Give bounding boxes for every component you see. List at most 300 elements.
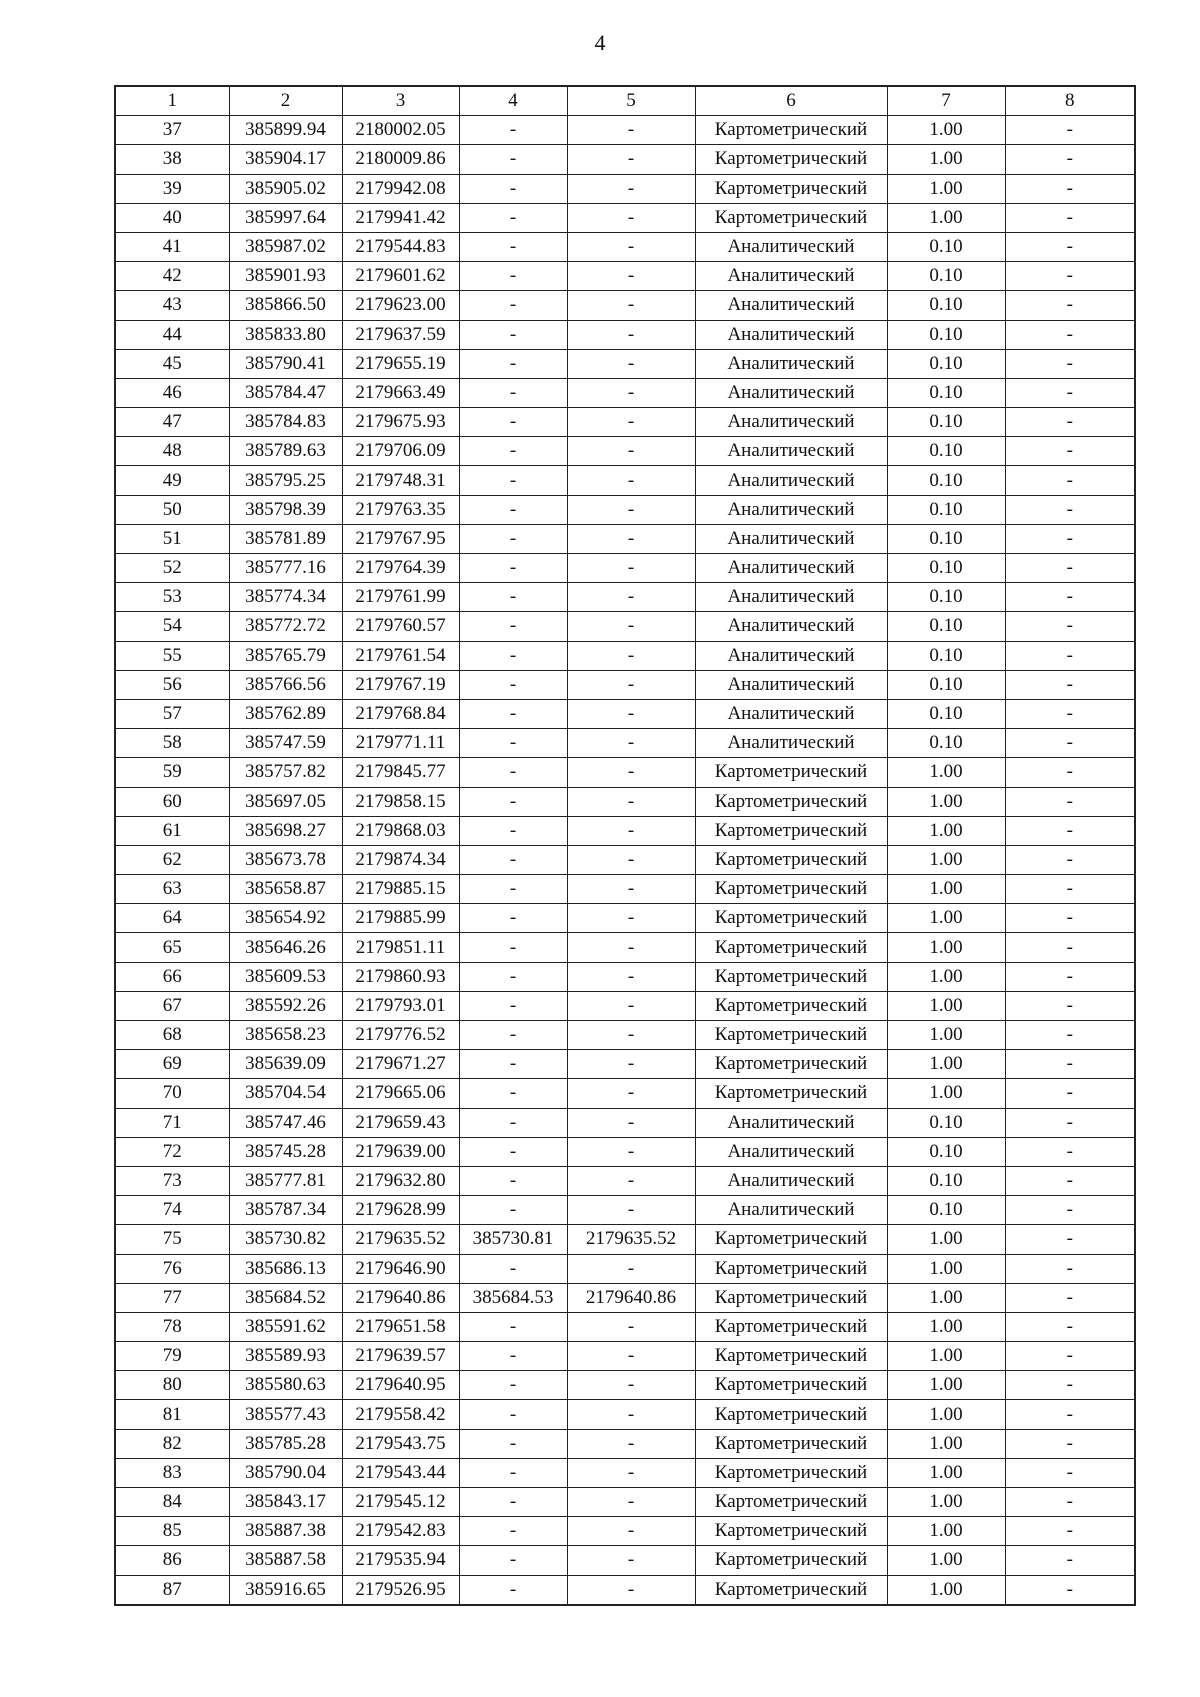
y-coordinate-cell: 2179623.00 [342, 291, 459, 320]
method-cell: Аналитический [695, 524, 887, 553]
description-cell: - [1005, 758, 1135, 787]
accuracy-cell: 1.00 [887, 174, 1005, 203]
accuracy-cell: 0.10 [887, 1108, 1005, 1137]
x-coordinate-alt-cell: - [459, 1429, 567, 1458]
method-cell: Картометрический [695, 174, 887, 203]
x-coordinate-alt-cell: - [459, 612, 567, 641]
description-cell: - [1005, 583, 1135, 612]
point-number-cell: 63 [115, 875, 229, 904]
x-coordinate-cell: 385833.80 [229, 320, 342, 349]
description-cell: - [1005, 145, 1135, 174]
accuracy-cell: 1.00 [887, 933, 1005, 962]
x-coordinate-cell: 385777.81 [229, 1166, 342, 1195]
point-number-cell: 43 [115, 291, 229, 320]
description-cell: - [1005, 1050, 1135, 1079]
description-cell: - [1005, 933, 1135, 962]
y-coordinate-alt-cell: - [567, 232, 695, 261]
y-coordinate-alt-cell: - [567, 1108, 695, 1137]
x-coordinate-alt-cell: - [459, 1021, 567, 1050]
description-cell: - [1005, 291, 1135, 320]
accuracy-cell: 1.00 [887, 816, 1005, 845]
y-coordinate-alt-cell: - [567, 1254, 695, 1283]
x-coordinate-alt-cell: - [459, 554, 567, 583]
column-header-6: 6 [695, 86, 887, 116]
point-number-cell: 42 [115, 262, 229, 291]
description-cell: - [1005, 1079, 1135, 1108]
x-coordinate-alt-cell: - [459, 787, 567, 816]
table-row [115, 962, 1135, 991]
coordinates-table [114, 85, 1136, 1606]
x-coordinate-alt-cell: - [459, 145, 567, 174]
accuracy-cell: 1.00 [887, 904, 1005, 933]
method-cell: Картометрический [695, 787, 887, 816]
y-coordinate-cell: 2179776.52 [342, 1021, 459, 1050]
y-coordinate-cell: 2179665.06 [342, 1079, 459, 1108]
y-coordinate-alt-cell: - [567, 875, 695, 904]
page-number: 4 [594, 30, 606, 55]
description-cell: - [1005, 495, 1135, 524]
x-coordinate-cell: 385730.82 [229, 1225, 342, 1254]
x-coordinate-cell: 385905.02 [229, 174, 342, 203]
description-cell: - [1005, 816, 1135, 845]
y-coordinate-alt-cell: - [567, 437, 695, 466]
table-row [115, 1517, 1135, 1546]
y-coordinate-cell: 2179640.86 [342, 1283, 459, 1312]
description-cell: - [1005, 1137, 1135, 1166]
table-row [115, 524, 1135, 553]
accuracy-cell: 1.00 [887, 758, 1005, 787]
x-coordinate-cell: 385747.59 [229, 729, 342, 758]
y-coordinate-cell: 2179941.42 [342, 203, 459, 232]
y-coordinate-cell: 2179543.44 [342, 1458, 459, 1487]
point-number-cell: 84 [115, 1488, 229, 1517]
x-coordinate-alt-cell: - [459, 991, 567, 1020]
y-coordinate-cell: 2179858.15 [342, 787, 459, 816]
method-cell: Картометрический [695, 1312, 887, 1341]
x-coordinate-cell: 385589.93 [229, 1342, 342, 1371]
y-coordinate-cell: 2179793.01 [342, 991, 459, 1020]
accuracy-cell: 1.00 [887, 1312, 1005, 1341]
column-header-5: 5 [567, 86, 695, 116]
y-coordinate-alt-cell: - [567, 554, 695, 583]
x-coordinate-cell: 385781.89 [229, 524, 342, 553]
x-coordinate-cell: 385658.87 [229, 875, 342, 904]
x-coordinate-cell: 385684.52 [229, 1283, 342, 1312]
x-coordinate-cell: 385790.04 [229, 1458, 342, 1487]
table-row [115, 1050, 1135, 1079]
y-coordinate-cell: 2179646.90 [342, 1254, 459, 1283]
x-coordinate-alt-cell: - [459, 1575, 567, 1605]
table-row [115, 816, 1135, 845]
accuracy-cell: 0.10 [887, 262, 1005, 291]
table-header [115, 86, 1135, 116]
x-coordinate-alt-cell: - [459, 349, 567, 378]
description-cell: - [1005, 962, 1135, 991]
description-cell: - [1005, 1429, 1135, 1458]
point-number-cell: 67 [115, 991, 229, 1020]
x-coordinate-alt-cell: - [459, 320, 567, 349]
x-coordinate-alt-cell: - [459, 1079, 567, 1108]
y-coordinate-alt-cell: - [567, 787, 695, 816]
accuracy-cell: 0.10 [887, 320, 1005, 349]
accuracy-cell: 1.00 [887, 1371, 1005, 1400]
point-number-cell: 66 [115, 962, 229, 991]
table-row [115, 612, 1135, 641]
method-cell: Картометрический [695, 1488, 887, 1517]
x-coordinate-cell: 385646.26 [229, 933, 342, 962]
x-coordinate-cell: 385795.25 [229, 466, 342, 495]
description-cell: - [1005, 612, 1135, 641]
table-row [115, 1488, 1135, 1517]
accuracy-cell: 1.00 [887, 1254, 1005, 1283]
table-row [115, 408, 1135, 437]
y-coordinate-cell: 2179763.35 [342, 495, 459, 524]
x-coordinate-alt-cell: - [459, 816, 567, 845]
column-header-2: 2 [229, 86, 342, 116]
x-coordinate-cell: 385866.50 [229, 291, 342, 320]
y-coordinate-cell: 2179942.08 [342, 174, 459, 203]
y-coordinate-alt-cell: - [567, 1517, 695, 1546]
y-coordinate-cell: 2179535.94 [342, 1546, 459, 1575]
method-cell: Картометрический [695, 1050, 887, 1079]
x-coordinate-alt-cell: - [459, 670, 567, 699]
method-cell: Картометрический [695, 991, 887, 1020]
description-cell: - [1005, 1312, 1135, 1341]
x-coordinate-cell: 385798.39 [229, 495, 342, 524]
table-row [115, 1312, 1135, 1341]
y-coordinate-cell: 2179851.11 [342, 933, 459, 962]
y-coordinate-cell: 2179764.39 [342, 554, 459, 583]
x-coordinate-alt-cell: - [459, 699, 567, 728]
method-cell: Аналитический [695, 612, 887, 641]
y-coordinate-alt-cell: - [567, 670, 695, 699]
description-cell: - [1005, 1575, 1135, 1605]
point-number-cell: 72 [115, 1137, 229, 1166]
y-coordinate-cell: 2179860.93 [342, 962, 459, 991]
method-cell: Картометрический [695, 116, 887, 145]
table-row [115, 1429, 1135, 1458]
y-coordinate-cell: 2179543.75 [342, 1429, 459, 1458]
table-row [115, 1400, 1135, 1429]
x-coordinate-alt-cell: - [459, 262, 567, 291]
point-number-cell: 65 [115, 933, 229, 962]
table-row [115, 904, 1135, 933]
y-coordinate-alt-cell: - [567, 991, 695, 1020]
table-row [115, 1079, 1135, 1108]
x-coordinate-alt-cell: - [459, 758, 567, 787]
y-coordinate-cell: 2179632.80 [342, 1166, 459, 1195]
point-number-cell: 75 [115, 1225, 229, 1254]
accuracy-cell: 0.10 [887, 612, 1005, 641]
x-coordinate-alt-cell: - [459, 1312, 567, 1341]
y-coordinate-cell: 2179845.77 [342, 758, 459, 787]
method-cell: Картометрический [695, 1517, 887, 1546]
description-cell: - [1005, 1021, 1135, 1050]
method-cell: Картометрический [695, 1371, 887, 1400]
method-cell: Аналитический [695, 495, 887, 524]
x-coordinate-alt-cell: - [459, 1342, 567, 1371]
description-cell: - [1005, 641, 1135, 670]
y-coordinate-cell: 2179635.52 [342, 1225, 459, 1254]
x-coordinate-cell: 385772.72 [229, 612, 342, 641]
table-row [115, 845, 1135, 874]
x-coordinate-alt-cell: - [459, 1517, 567, 1546]
table-row [115, 174, 1135, 203]
accuracy-cell: 0.10 [887, 554, 1005, 583]
y-coordinate-alt-cell: - [567, 1575, 695, 1605]
method-cell: Картометрический [695, 1021, 887, 1050]
table-row [115, 699, 1135, 728]
point-number-cell: 47 [115, 408, 229, 437]
method-cell: Аналитический [695, 291, 887, 320]
x-coordinate-cell: 385577.43 [229, 1400, 342, 1429]
description-cell: - [1005, 437, 1135, 466]
y-coordinate-cell: 2179545.12 [342, 1488, 459, 1517]
x-coordinate-cell: 385899.94 [229, 116, 342, 145]
accuracy-cell: 0.10 [887, 729, 1005, 758]
x-coordinate-alt-cell: - [459, 495, 567, 524]
x-coordinate-alt-cell: - [459, 524, 567, 553]
point-number-cell: 55 [115, 641, 229, 670]
x-coordinate-cell: 385784.83 [229, 408, 342, 437]
method-cell: Картометрический [695, 1283, 887, 1312]
method-cell: Картометрический [695, 933, 887, 962]
description-cell: - [1005, 1517, 1135, 1546]
point-number-cell: 44 [115, 320, 229, 349]
accuracy-cell: 1.00 [887, 1458, 1005, 1487]
x-coordinate-alt-cell: - [459, 641, 567, 670]
point-number-cell: 78 [115, 1312, 229, 1341]
method-cell: Аналитический [695, 1108, 887, 1137]
y-coordinate-cell: 2179601.62 [342, 262, 459, 291]
table-row [115, 1575, 1135, 1605]
y-coordinate-cell: 2179760.57 [342, 612, 459, 641]
y-coordinate-cell: 2179675.93 [342, 408, 459, 437]
y-coordinate-alt-cell: - [567, 641, 695, 670]
y-coordinate-alt-cell: - [567, 933, 695, 962]
x-coordinate-cell: 385698.27 [229, 816, 342, 845]
x-coordinate-cell: 385777.16 [229, 554, 342, 583]
point-number-cell: 85 [115, 1517, 229, 1546]
description-cell: - [1005, 466, 1135, 495]
point-number-cell: 60 [115, 787, 229, 816]
x-coordinate-alt-cell: - [459, 1546, 567, 1575]
x-coordinate-cell: 385784.47 [229, 378, 342, 407]
x-coordinate-alt-cell: - [459, 291, 567, 320]
method-cell: Аналитический [695, 466, 887, 495]
y-coordinate-alt-cell: - [567, 1429, 695, 1458]
description-cell: - [1005, 1166, 1135, 1195]
method-cell: Аналитический [695, 699, 887, 728]
point-number-cell: 83 [115, 1458, 229, 1487]
x-coordinate-alt-cell: - [459, 1488, 567, 1517]
point-number-cell: 77 [115, 1283, 229, 1312]
description-cell: - [1005, 699, 1135, 728]
x-coordinate-alt-cell: - [459, 437, 567, 466]
point-number-cell: 41 [115, 232, 229, 261]
table-row [115, 1371, 1135, 1400]
point-number-cell: 86 [115, 1546, 229, 1575]
accuracy-cell: 1.00 [887, 1021, 1005, 1050]
point-number-cell: 48 [115, 437, 229, 466]
table-row [115, 1108, 1135, 1137]
y-coordinate-alt-cell: - [567, 320, 695, 349]
description-cell: - [1005, 670, 1135, 699]
x-coordinate-cell: 385658.23 [229, 1021, 342, 1050]
accuracy-cell: 1.00 [887, 1517, 1005, 1546]
table-row [115, 349, 1135, 378]
x-coordinate-alt-cell: - [459, 116, 567, 145]
y-coordinate-alt-cell: - [567, 1312, 695, 1341]
y-coordinate-alt-cell: - [567, 408, 695, 437]
description-cell: - [1005, 875, 1135, 904]
table-row [115, 320, 1135, 349]
y-coordinate-alt-cell: - [567, 1137, 695, 1166]
accuracy-cell: 1.00 [887, 1283, 1005, 1312]
y-coordinate-alt-cell: - [567, 1458, 695, 1487]
accuracy-cell: 0.10 [887, 378, 1005, 407]
description-cell: - [1005, 904, 1135, 933]
x-coordinate-alt-cell: - [459, 1050, 567, 1079]
x-coordinate-alt-cell: - [459, 729, 567, 758]
y-coordinate-cell: 2179671.27 [342, 1050, 459, 1079]
point-number-cell: 37 [115, 116, 229, 145]
y-coordinate-alt-cell: - [567, 699, 695, 728]
y-coordinate-cell: 2179640.95 [342, 1371, 459, 1400]
accuracy-cell: 1.00 [887, 1342, 1005, 1371]
method-cell: Картометрический [695, 1458, 887, 1487]
x-coordinate-cell: 385901.93 [229, 262, 342, 291]
x-coordinate-cell: 385887.58 [229, 1546, 342, 1575]
y-coordinate-alt-cell: - [567, 495, 695, 524]
y-coordinate-cell: 2179767.95 [342, 524, 459, 553]
x-coordinate-cell: 385697.05 [229, 787, 342, 816]
x-coordinate-alt-cell: - [459, 378, 567, 407]
table-row [115, 787, 1135, 816]
method-cell: Картометрический [695, 816, 887, 845]
accuracy-cell: 1.00 [887, 203, 1005, 232]
y-coordinate-alt-cell: - [567, 1021, 695, 1050]
table-row [115, 875, 1135, 904]
y-coordinate-alt-cell: - [567, 291, 695, 320]
table-row [115, 583, 1135, 612]
x-coordinate-cell: 385904.17 [229, 145, 342, 174]
x-coordinate-alt-cell: - [459, 875, 567, 904]
y-coordinate-alt-cell: - [567, 816, 695, 845]
x-coordinate-cell: 385757.82 [229, 758, 342, 787]
description-cell: - [1005, 1108, 1135, 1137]
y-coordinate-cell: 2179628.99 [342, 1196, 459, 1225]
point-number-cell: 71 [115, 1108, 229, 1137]
table-row [115, 641, 1135, 670]
description-cell: - [1005, 1254, 1135, 1283]
method-cell: Аналитический [695, 554, 887, 583]
table-row [115, 1225, 1135, 1254]
x-coordinate-cell: 385591.62 [229, 1312, 342, 1341]
point-number-cell: 74 [115, 1196, 229, 1225]
method-cell: Аналитический [695, 320, 887, 349]
method-cell: Картометрический [695, 1254, 887, 1283]
y-coordinate-cell: 2179767.19 [342, 670, 459, 699]
description-cell: - [1005, 729, 1135, 758]
method-cell: Картометрический [695, 1429, 887, 1458]
table-body [115, 116, 1135, 1605]
description-cell: - [1005, 1283, 1135, 1312]
point-number-cell: 51 [115, 524, 229, 553]
y-coordinate-alt-cell: - [567, 1196, 695, 1225]
y-coordinate-alt-cell: - [567, 1166, 695, 1195]
y-coordinate-alt-cell: - [567, 262, 695, 291]
point-number-cell: 70 [115, 1079, 229, 1108]
accuracy-cell: 0.10 [887, 670, 1005, 699]
description-cell: - [1005, 232, 1135, 261]
x-coordinate-alt-cell: - [459, 1108, 567, 1137]
point-number-cell: 64 [115, 904, 229, 933]
description-cell: - [1005, 1225, 1135, 1254]
x-coordinate-alt-cell: - [459, 933, 567, 962]
description-cell: - [1005, 1371, 1135, 1400]
description-cell: - [1005, 1342, 1135, 1371]
point-number-cell: 56 [115, 670, 229, 699]
x-coordinate-cell: 385704.54 [229, 1079, 342, 1108]
point-number-cell: 50 [115, 495, 229, 524]
x-coordinate-cell: 385686.13 [229, 1254, 342, 1283]
description-cell: - [1005, 991, 1135, 1020]
point-number-cell: 45 [115, 349, 229, 378]
y-coordinate-alt-cell: - [567, 203, 695, 232]
table-row [115, 1166, 1135, 1195]
header-row [115, 86, 1135, 116]
accuracy-cell: 0.10 [887, 641, 1005, 670]
table-row [115, 495, 1135, 524]
y-coordinate-cell: 2179868.03 [342, 816, 459, 845]
x-coordinate-alt-cell: - [459, 174, 567, 203]
method-cell: Картометрический [695, 203, 887, 232]
column-header-7: 7 [887, 86, 1005, 116]
x-coordinate-alt-cell: - [459, 1458, 567, 1487]
y-coordinate-alt-cell: - [567, 378, 695, 407]
x-coordinate-cell: 385745.28 [229, 1137, 342, 1166]
method-cell: Картометрический [695, 145, 887, 174]
table-row [115, 203, 1135, 232]
accuracy-cell: 0.10 [887, 466, 1005, 495]
point-number-cell: 39 [115, 174, 229, 203]
y-coordinate-cell: 2179771.11 [342, 729, 459, 758]
accuracy-cell: 1.00 [887, 1429, 1005, 1458]
x-coordinate-cell: 385787.34 [229, 1196, 342, 1225]
x-coordinate-alt-cell: 385730.81 [459, 1225, 567, 1254]
description-cell: - [1005, 1546, 1135, 1575]
description-cell: - [1005, 408, 1135, 437]
accuracy-cell: 1.00 [887, 962, 1005, 991]
table-row [115, 262, 1135, 291]
x-coordinate-cell: 385580.63 [229, 1371, 342, 1400]
accuracy-cell: 1.00 [887, 1079, 1005, 1108]
y-coordinate-alt-cell: - [567, 729, 695, 758]
y-coordinate-cell: 2180002.05 [342, 116, 459, 145]
description-cell: - [1005, 524, 1135, 553]
y-coordinate-alt-cell: - [567, 524, 695, 553]
accuracy-cell: 1.00 [887, 116, 1005, 145]
y-coordinate-alt-cell: - [567, 1400, 695, 1429]
point-number-cell: 69 [115, 1050, 229, 1079]
y-coordinate-alt-cell: - [567, 116, 695, 145]
accuracy-cell: 0.10 [887, 437, 1005, 466]
description-cell: - [1005, 1488, 1135, 1517]
point-number-cell: 53 [115, 583, 229, 612]
table-row [115, 1196, 1135, 1225]
point-number-cell: 76 [115, 1254, 229, 1283]
